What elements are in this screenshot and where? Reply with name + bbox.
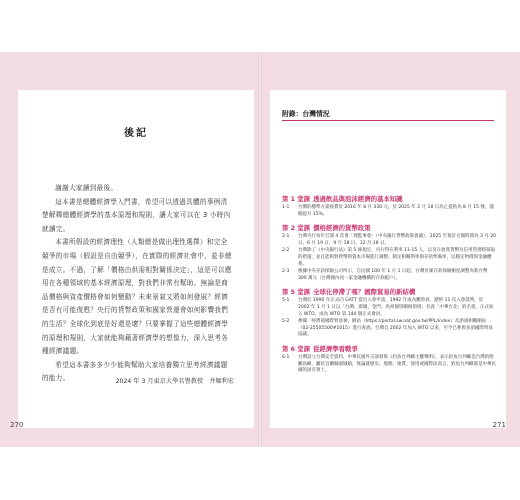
afterword-paragraph: 希望這本書多多少少能夠幫助大家培養獨立思考經濟議題的能力。	[42, 360, 228, 383]
lesson-heading	[282, 194, 496, 203]
appendix-content	[282, 194, 496, 380]
note-text: 參閱「經濟部國際貿易署」網站（https://portal.sw.nat.gov.tw/PPL/index）及諮詢相關網站（02-25505500#1015）進行查詢。台灣自 2002 年加入 WTO 以來，至今已參與多項國際貿易協議。	[298, 319, 493, 338]
lesson-title: 價格經濟的貨幣政策	[313, 224, 371, 233]
lesson-number: 第 5 堂課	[282, 288, 311, 297]
note-text: 台灣設立台灣安全資料，中華民國外交部發佈《約魚台列嶼主權聲明》，表示釣魚台列嶼是台灣的附屬島嶼，屬於宜蘭縣頭城鎮，無論就歷史、地理、地質、使用或國際法而言，釣魚台列嶼都是中華民國的固有領土。	[298, 354, 496, 374]
note-id: 5-2	[282, 319, 290, 325]
afterword-body	[42, 182, 232, 386]
note-text: 台灣的標準方案收費於 2016 年 8 月 330 元，於 2025 年 2 月 18 日為止提供為 8 月 15 號，漲幅提升 15%。	[298, 205, 494, 217]
note-entry	[282, 205, 496, 218]
afterword-paragraph: 謝謝大家讀到最後。	[55, 184, 118, 192]
appendix-panel	[270, 90, 506, 428]
right-page	[260, 52, 520, 447]
appendix-header: 附錄：台灣情況	[282, 110, 330, 118]
lesson-heading	[282, 287, 496, 296]
note-id: 1-1	[282, 205, 290, 210]
note-id: 5-1	[282, 298, 290, 304]
author-signature: 2024 年 3 月東京大學名譽教授 井堀利宏	[115, 378, 234, 385]
note-entry	[282, 298, 496, 318]
lesson-heading	[282, 344, 496, 353]
note-id: 2-1	[282, 234, 290, 240]
note-text: 台灣央行每年召開 4 次會「理監事會」（中央銀行貨幣政策會議），2025 年預計召開時間為 3 月 20 日、6 月 19 日、9 月 18 日、12 月 18 日。	[298, 234, 496, 246]
afterword-title: 後記	[124, 128, 148, 139]
lesson-number: 第 2 堂課	[282, 224, 311, 233]
note-text: 台灣除了《中央銀行法》第 5 條規定，央行得在利率 11-15 人，以及在放寬貨幣及信用管理時採取的措施，並且能夠對貨幣與資本市場進行調整；制定相關利率與存款準備率，以穩定物價與金融體系。	[298, 248, 496, 267]
lesson-title: 透過飲品與泡沫經濟的基本知識	[313, 195, 403, 203]
note-entry	[282, 355, 496, 375]
book-gutter	[258, 52, 262, 447]
note-id: 2-3	[282, 269, 290, 275]
left-page	[0, 52, 260, 447]
lesson-section	[282, 194, 496, 218]
lesson-section	[282, 223, 496, 282]
lesson-number: 第 6 堂課	[282, 344, 311, 353]
note-id: 6-1	[282, 354, 290, 360]
afterword-paragraph: 這本書是總體經濟學入門書，希望可以透過具體的事例清楚解釋總體經濟學的基本原理和規則，讓大家可以在 3 小時內就讀完。	[42, 197, 231, 233]
note-text: 台灣於 1990 年正式向 GATT 提出入會申請，1992 年成為觀察員，歷經 11 次入會談判，於 2002 年 1 月 1 日以「台灣、澎湖、金門、馬祖個別關稅領域」名義「中華台北」的名義，正式加入 WTO，成為 WTO 第 144 個正式會員。	[298, 298, 494, 317]
page-number-right: 271	[492, 421, 506, 429]
lesson-title: 從經濟學看戰爭	[313, 344, 358, 353]
lesson-section	[282, 344, 496, 375]
afterword-panel	[18, 90, 254, 428]
page-number-left: 270	[10, 421, 24, 429]
note-text: 根據中央存款保險公司所示，自民國 100 年 1 月 1 日起，台灣民眾存款保險額度調整為新台幣 300 萬元（台灣國內同一家金融機構的存款帳戶）。	[298, 269, 488, 281]
afterword-paragraph: 本書所假設的經濟理性（人類總是做出理性選擇）和完全競爭的市場（假設是自由競爭），在實際的經濟社會中，並非總是成立。不過，了解「價格由供需相對關係決定」，這是可以應用在各種領域的基本經濟原理，對我們非常有幫助。無論是商品價格與資產價格會如何變動？未來景氣又將如何發展？經濟是否有可能復甦？央行的貨幣政策和國家營運會如何影響我們的生活？全球化到底是好還是壞？只要掌握了這些總體經濟學的原理和規則，大家就能夠藉著經濟學的想像力，深入思考各種經濟議題。	[42, 238, 232, 356]
lesson-number: 第 1 堂課	[282, 195, 311, 203]
lesson-section	[282, 287, 496, 339]
lesson-heading	[282, 223, 496, 232]
note-entry	[282, 248, 496, 268]
note-entry	[282, 269, 496, 282]
header-divider	[282, 120, 494, 121]
note-entry	[282, 319, 496, 339]
note-id: 2-2	[282, 248, 290, 254]
lesson-title: 全球化停滯了嗎？國際貿易的新結構	[313, 288, 416, 297]
note-entry	[282, 234, 496, 247]
